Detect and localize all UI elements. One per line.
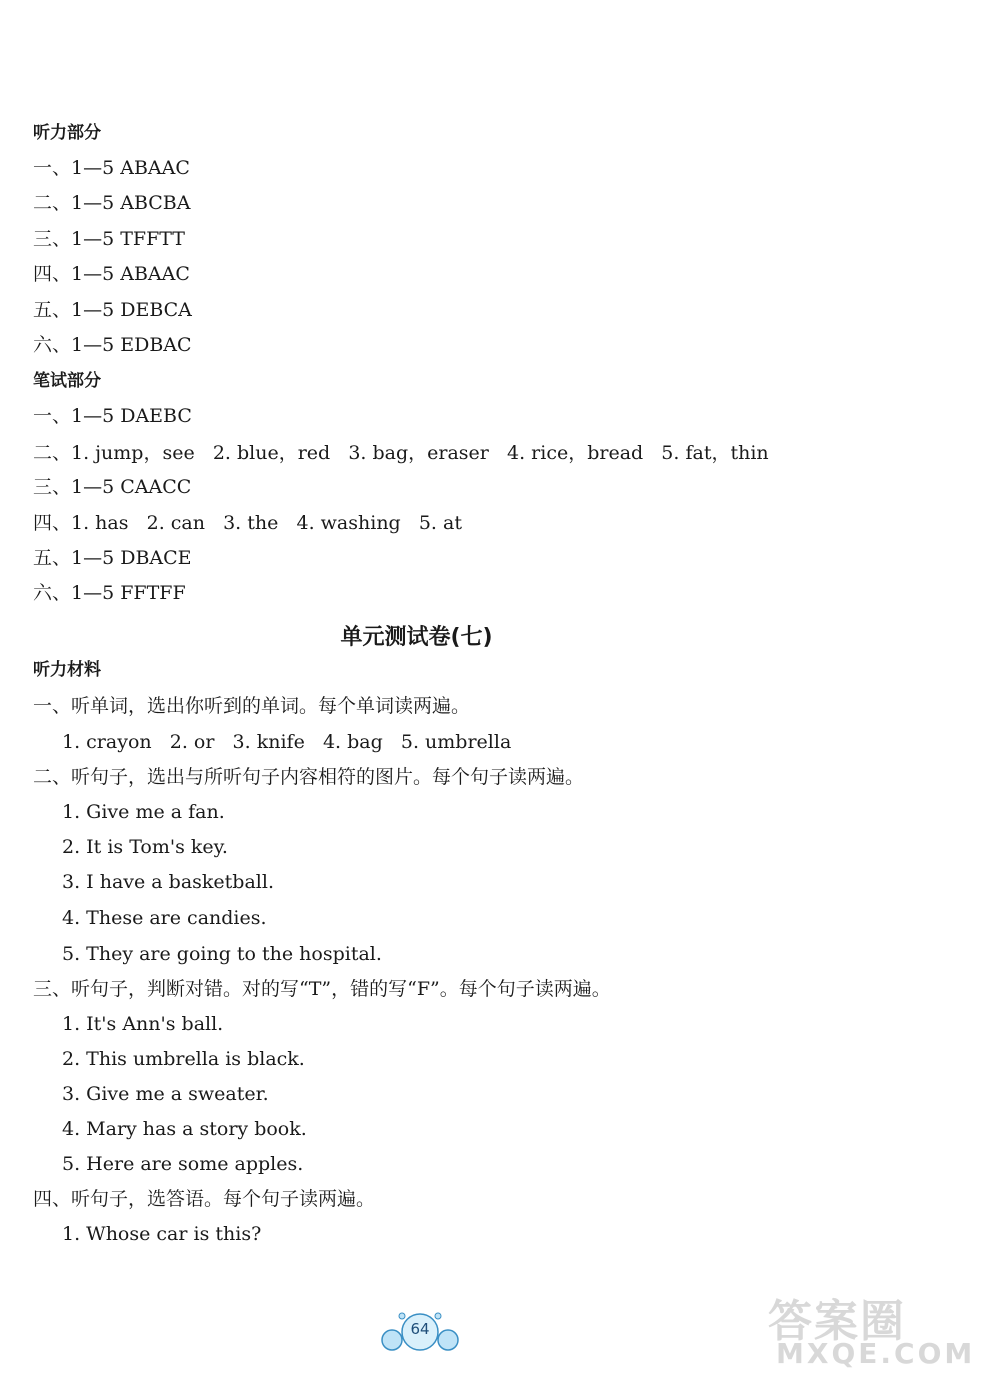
listening-answer-2: 二、1—5 ABCBA — [33, 192, 191, 214]
q2-item-3: 3. I have a basketball. — [62, 871, 274, 893]
written-answer-6: 六、1—5 FFTFF — [33, 582, 186, 604]
written-answer-3: 三、1—5 CAACC — [33, 476, 192, 498]
written-answer-1: 一、1—5 DAEBC — [33, 405, 192, 427]
q1-instruction: 一、听单词，选出你听到的单词。每个单词读两遍。 — [33, 695, 471, 717]
written-heading: 笔试部分 — [33, 371, 101, 391]
watermark-logo — [768, 1285, 996, 1375]
q4-instruction: 四、听句子，选答语。每个句子读两遍。 — [33, 1188, 376, 1210]
written-answer-2: 二、1. jump，see 2. blue，red 3. bag，eraser 4. rice，bread 5. fat，thin — [33, 442, 769, 464]
listening-answer-1: 一、1—5 ABAAC — [33, 157, 190, 179]
listening-answer-6: 六、1—5 EDBAC — [33, 334, 192, 356]
materials-heading: 听力材料 — [33, 660, 101, 680]
q3-item-4: 4. Mary has a story book. — [62, 1118, 307, 1140]
q2-instruction: 二、听句子，选出与所听句子内容相符的图片。每个句子读两遍。 — [33, 766, 585, 788]
page-number: 64 — [410, 1320, 430, 1338]
q4-item-1: 1. Whose car is this? — [62, 1223, 262, 1245]
q2-item-1: 1. Give me a fan. — [62, 801, 225, 823]
watermark-text: 答案圈 — [768, 1296, 906, 1347]
q3-item-1: 1. It's Ann's ball. — [62, 1013, 224, 1035]
q2-item-5: 5. They are going to the hospital. — [62, 943, 382, 965]
watermark-url: MXQE.COM — [776, 1337, 976, 1370]
page-number-badge — [380, 1308, 460, 1358]
q3-item-2: 2. This umbrella is black. — [62, 1048, 305, 1070]
written-answer-5: 五、1—5 DBACE — [33, 547, 192, 569]
q3-item-3: 3. Give me a sweater. — [62, 1083, 269, 1105]
listening-answer-3: 三、1—5 TFFTT — [33, 228, 185, 250]
q1-items: 1. crayon 2. or 3. knife 4. bag 5. umbrella — [62, 731, 512, 753]
unit-title: 单元测试卷(七) — [340, 625, 493, 650]
listening-answer-5: 五、1—5 DEBCA — [33, 299, 192, 321]
q3-item-5: 5. Here are some apples. — [62, 1153, 304, 1175]
written-answer-4: 四、1. has 2. can 3. the 4. washing 5. at — [33, 512, 462, 534]
listening-heading: 听力部分 — [33, 123, 101, 143]
q2-item-2: 2. It is Tom's key. — [62, 836, 228, 858]
q2-item-4: 4. These are candies. — [62, 907, 267, 929]
q3-instruction: 三、听句子，判断对错。对的写“T”，错的写“F”。每个句子读两遍。 — [33, 978, 611, 1000]
listening-answer-4: 四、1—5 ABAAC — [33, 263, 190, 285]
